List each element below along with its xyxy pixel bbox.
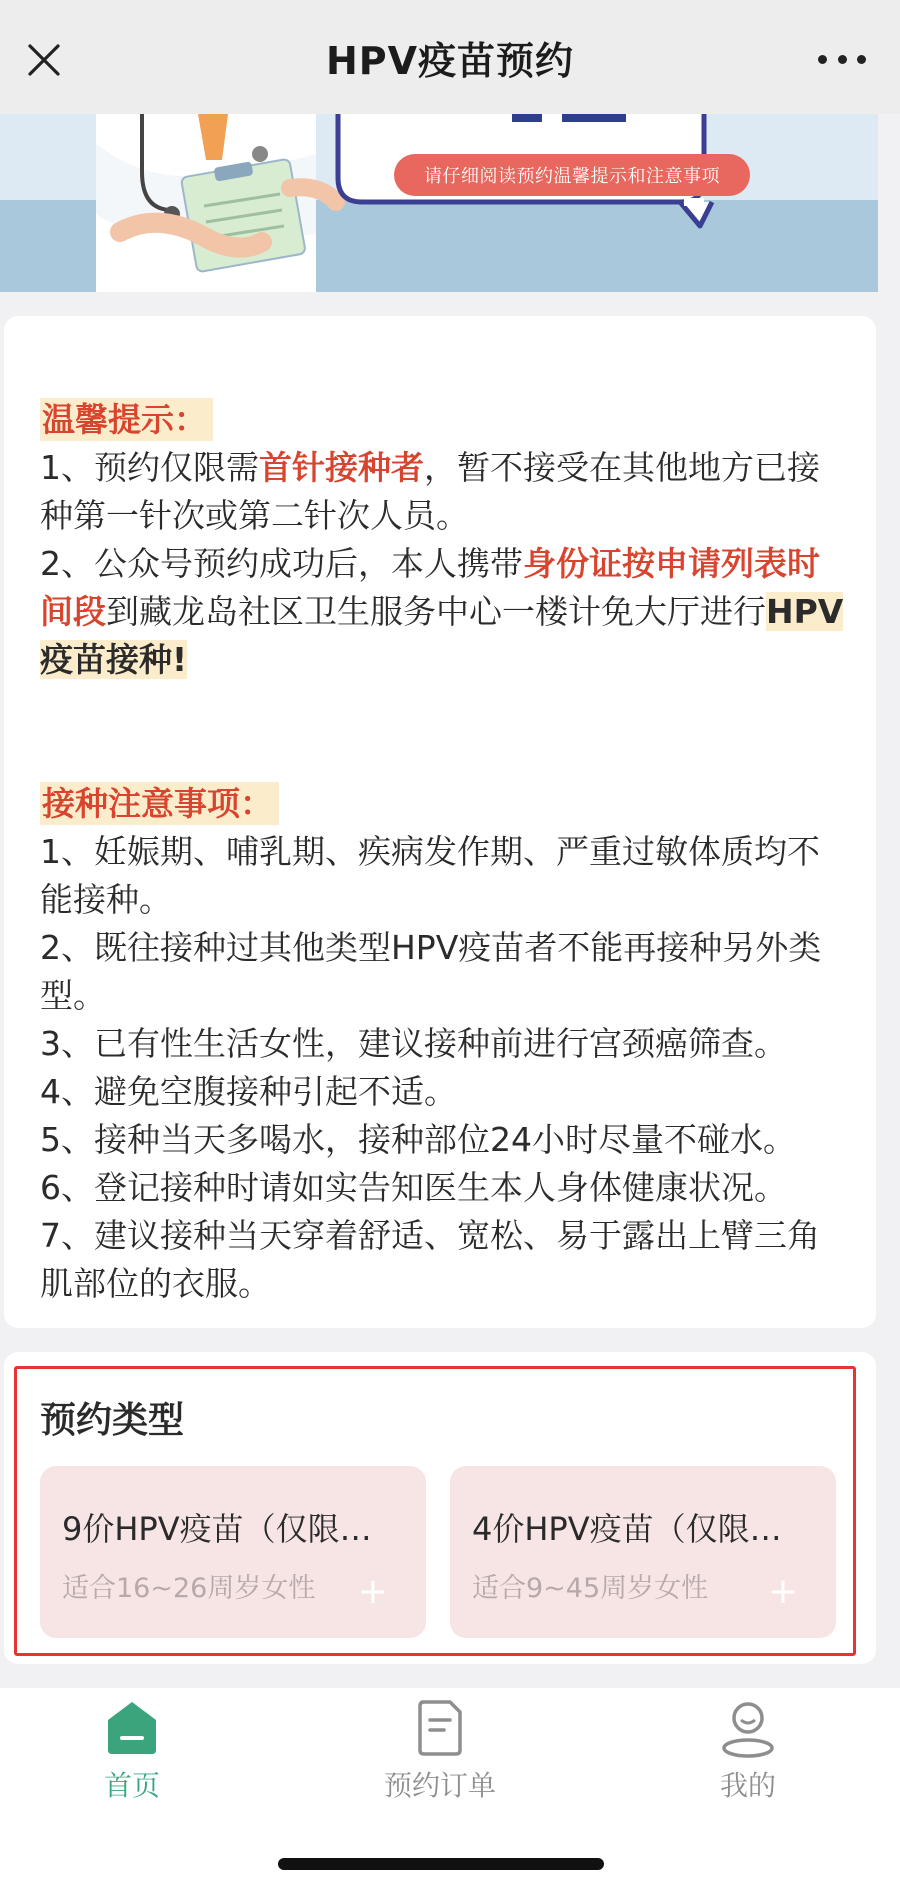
add-plus-icon: + (767, 1571, 798, 1612)
tab-home-label: 首页 (103, 1769, 160, 1802)
precaution-item: 1、妊娠期、哺乳期、疾病发作期、严重过敏体质均不能接种。 (40, 832, 820, 919)
precautions-section (40, 780, 846, 1308)
tips-item-2-highlight: 身份证按申请列表时间段 (40, 544, 820, 631)
banner-notice: 请仔细阅读预约温馨提示和注意事项 (394, 154, 750, 196)
vaccine-name: 4价HPV疫苗（仅限… (472, 1510, 782, 1548)
precaution-item: 7、建议接种当天穿着舒适、宽松、易于露出上臂三角肌部位的衣服。 (40, 1216, 820, 1303)
tab-home[interactable] (52, 1698, 212, 1828)
home-indicator (278, 1858, 604, 1870)
tips-item-2-middle: 到藏龙岛社区卫生服务中心一楼计免大厅进行 (106, 592, 766, 631)
close-icon (24, 40, 64, 80)
appointment-type-title: 预约类型 (40, 1400, 185, 1441)
tips-item-2-highlight2: HPV疫苗接种! (40, 592, 844, 679)
home-icon (102, 1698, 162, 1758)
tab-orders[interactable] (360, 1698, 520, 1828)
tips-label: 温馨提示： (40, 398, 213, 441)
tips-section (40, 396, 846, 684)
more-dots-icon (818, 55, 827, 64)
nav-header (0, 0, 900, 114)
tips-item-1-suffix: ，暂不接受在其他地方已接种第一针次或第二针次人员。 (40, 448, 820, 535)
tips-item-2-prefix: 2、公众号预约成功后，本人携带 (40, 544, 523, 583)
top-banner (0, 114, 878, 292)
profile-icon (718, 1698, 778, 1758)
tab-profile-label: 我的 (719, 1769, 776, 1802)
precautions-label: 接种注意事项： (40, 782, 279, 825)
precaution-item: 5、接种当天多喝水，接种部位24小时尽量不碰水。 (40, 1120, 796, 1159)
vaccine-age-range: 适合9~45周岁女性 (472, 1573, 709, 1604)
vaccine-option-4-valent[interactable] (450, 1466, 836, 1638)
more-button[interactable] (818, 44, 866, 74)
vaccine-age-range: 适合16~26周岁女性 (62, 1573, 316, 1604)
precaution-item: 3、已有性生活女性，建议接种前进行宫颈癌筛查。 (40, 1024, 787, 1063)
tips-item-1-highlight: 首针接种者 (259, 448, 424, 487)
notice-card (4, 316, 876, 1328)
close-button[interactable] (24, 40, 64, 80)
order-document-icon (410, 1698, 470, 1758)
add-plus-icon: + (357, 1571, 388, 1612)
tab-profile[interactable] (668, 1698, 828, 1828)
tab-orders-label: 预约订单 (383, 1769, 496, 1802)
precaution-item: 2、既往接种过其他类型HPV疫苗者不能再接种另外类型。 (40, 928, 822, 1015)
precaution-item: 4、避免空腹接种引起不适。 (40, 1072, 457, 1111)
doctor-illustration (0, 114, 878, 292)
vaccine-name: 9价HPV疫苗（仅限… (62, 1510, 372, 1548)
page-title: HPV疫苗预约 (325, 38, 575, 83)
precaution-item: 6、登记接种时请如实告知医生本人身体健康状况。 (40, 1168, 787, 1207)
vaccine-option-9-valent[interactable] (40, 1466, 426, 1638)
tips-item-1-prefix: 1、预约仅限需 (40, 448, 259, 487)
